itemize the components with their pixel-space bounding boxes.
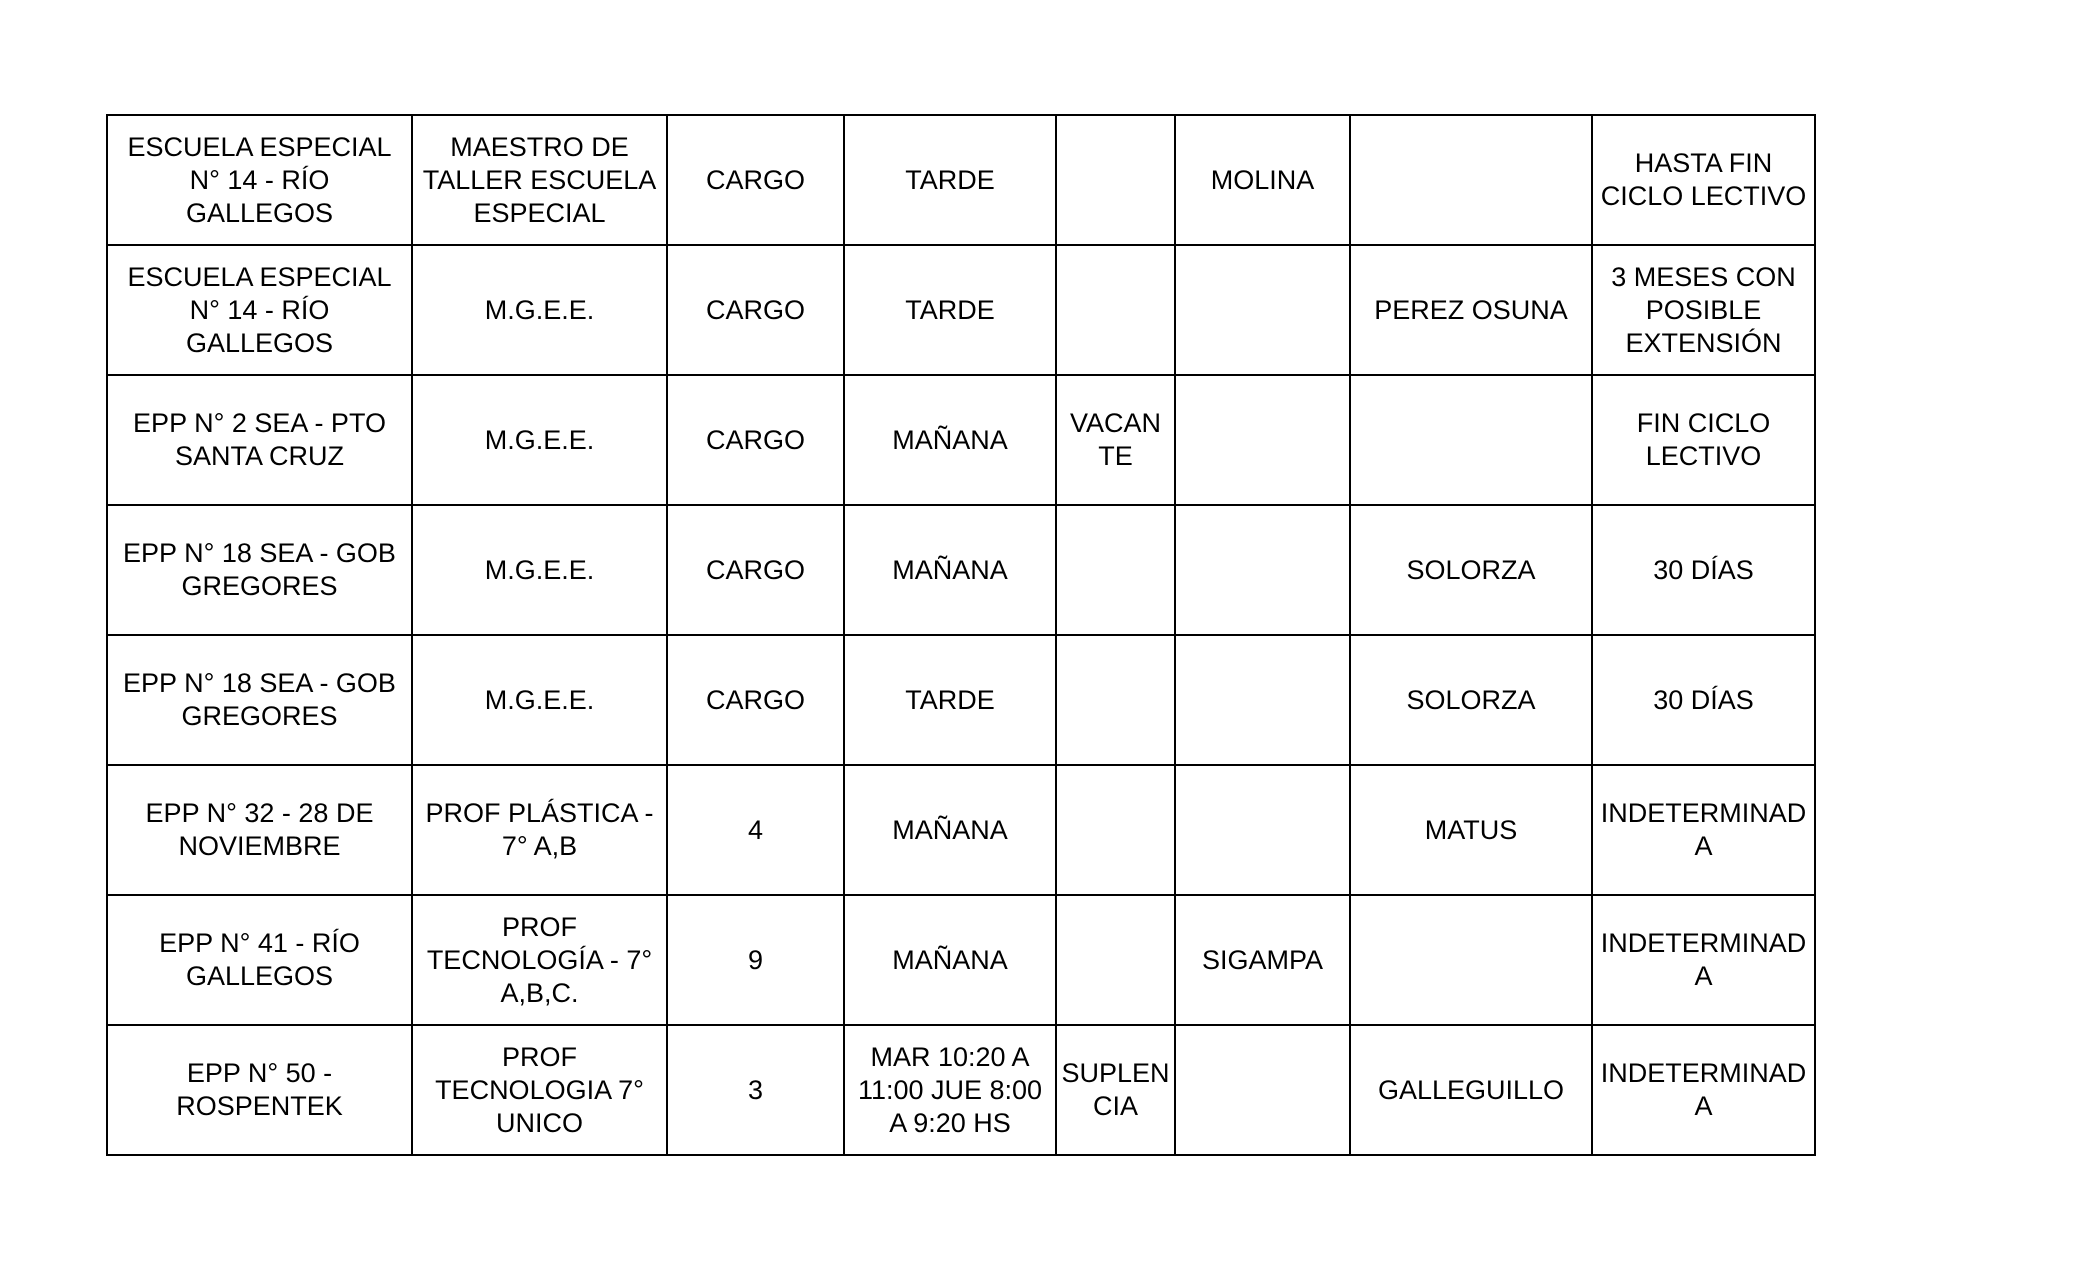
cell-duracion: 30 DÍAS	[1592, 505, 1815, 635]
cell-cargo-desc: MAESTRO DE TALLER ESCUELA ESPECIAL	[412, 115, 667, 245]
cell-duracion: INDETERMINAD A	[1592, 1025, 1815, 1155]
cell-turno: MAÑANA	[844, 505, 1056, 635]
cell-turno: TARDE	[844, 635, 1056, 765]
cell-situacion	[1056, 505, 1175, 635]
cell-escuela: EPP N° 18 SEA - GOB GREGORES	[107, 505, 412, 635]
cell-col6	[1175, 765, 1350, 895]
cell-turno: MAÑANA	[844, 375, 1056, 505]
cell-col7: PEREZ OSUNA	[1350, 245, 1592, 375]
cell-horas: 3	[667, 1025, 844, 1155]
table-row	[107, 635, 1815, 765]
cell-cargo-desc: M.G.E.E.	[412, 505, 667, 635]
table-row	[107, 115, 1815, 245]
cell-horas: CARGO	[667, 635, 844, 765]
cell-col7	[1350, 375, 1592, 505]
cell-col6	[1175, 1025, 1350, 1155]
cell-horas: CARGO	[667, 505, 844, 635]
cell-col6: MOLINA	[1175, 115, 1350, 245]
cell-turno: MAÑANA	[844, 765, 1056, 895]
cell-col6	[1175, 505, 1350, 635]
cell-col6: SIGAMPA	[1175, 895, 1350, 1025]
cell-situacion	[1056, 245, 1175, 375]
cell-turno: TARDE	[844, 115, 1056, 245]
cell-turno: TARDE	[844, 245, 1056, 375]
cell-escuela: EPP N° 41 - RÍO GALLEGOS	[107, 895, 412, 1025]
cell-col7: SOLORZA	[1350, 505, 1592, 635]
cell-duracion: HASTA FIN CICLO LECTIVO	[1592, 115, 1815, 245]
cell-horas: 4	[667, 765, 844, 895]
cell-cargo-desc: M.G.E.E.	[412, 375, 667, 505]
cell-escuela: EPP N° 32 - 28 DE NOVIEMBRE	[107, 765, 412, 895]
cell-situacion	[1056, 895, 1175, 1025]
cell-situacion	[1056, 765, 1175, 895]
cell-col7	[1350, 115, 1592, 245]
cell-col7: MATUS	[1350, 765, 1592, 895]
cell-col6	[1175, 245, 1350, 375]
cell-duracion: 30 DÍAS	[1592, 635, 1815, 765]
cell-escuela: ESCUELA ESPECIAL N° 14 - RÍO GALLEGOS	[107, 115, 412, 245]
cell-duracion: FIN CICLO LECTIVO	[1592, 375, 1815, 505]
cell-duracion: INDETERMINAD A	[1592, 765, 1815, 895]
cell-escuela: EPP N° 50 - ROSPENTEK	[107, 1025, 412, 1155]
cell-situacion	[1056, 635, 1175, 765]
cell-cargo-desc: PROF PLÁSTICA - 7° A,B	[412, 765, 667, 895]
cell-turno: MAÑANA	[844, 895, 1056, 1025]
table-row	[107, 505, 1815, 635]
cell-escuela: EPP N° 18 SEA - GOB GREGORES	[107, 635, 412, 765]
cell-horas: CARGO	[667, 375, 844, 505]
cell-cargo-desc: PROF TECNOLOGÍA - 7° A,B,C.	[412, 895, 667, 1025]
cell-horas: 9	[667, 895, 844, 1025]
cell-col7	[1350, 895, 1592, 1025]
cell-col6	[1175, 635, 1350, 765]
cell-col7: SOLORZA	[1350, 635, 1592, 765]
table-row	[107, 375, 1815, 505]
table-row	[107, 1025, 1815, 1155]
table-row	[107, 245, 1815, 375]
cell-duracion: INDETERMINAD A	[1592, 895, 1815, 1025]
cell-situacion: VACAN TE	[1056, 375, 1175, 505]
vacancy-table	[106, 114, 1816, 1156]
table-row	[107, 765, 1815, 895]
cell-horas: CARGO	[667, 115, 844, 245]
cell-col6	[1175, 375, 1350, 505]
cell-situacion	[1056, 115, 1175, 245]
cell-cargo-desc: PROF TECNOLOGIA 7° UNICO	[412, 1025, 667, 1155]
cell-cargo-desc: M.G.E.E.	[412, 635, 667, 765]
cell-situacion: SUPLEN CIA	[1056, 1025, 1175, 1155]
cell-duracion: 3 MESES CON POSIBLE EXTENSIÓN	[1592, 245, 1815, 375]
cell-col7: GALLEGUILLO	[1350, 1025, 1592, 1155]
cell-cargo-desc: M.G.E.E.	[412, 245, 667, 375]
cell-turno: MAR 10:20 A 11:00 JUE 8:00 A 9:20 HS	[844, 1025, 1056, 1155]
cell-escuela: ESCUELA ESPECIAL N° 14 - RÍO GALLEGOS	[107, 245, 412, 375]
cell-horas: CARGO	[667, 245, 844, 375]
table-row	[107, 895, 1815, 1025]
cell-escuela: EPP N° 2 SEA - PTO SANTA CRUZ	[107, 375, 412, 505]
